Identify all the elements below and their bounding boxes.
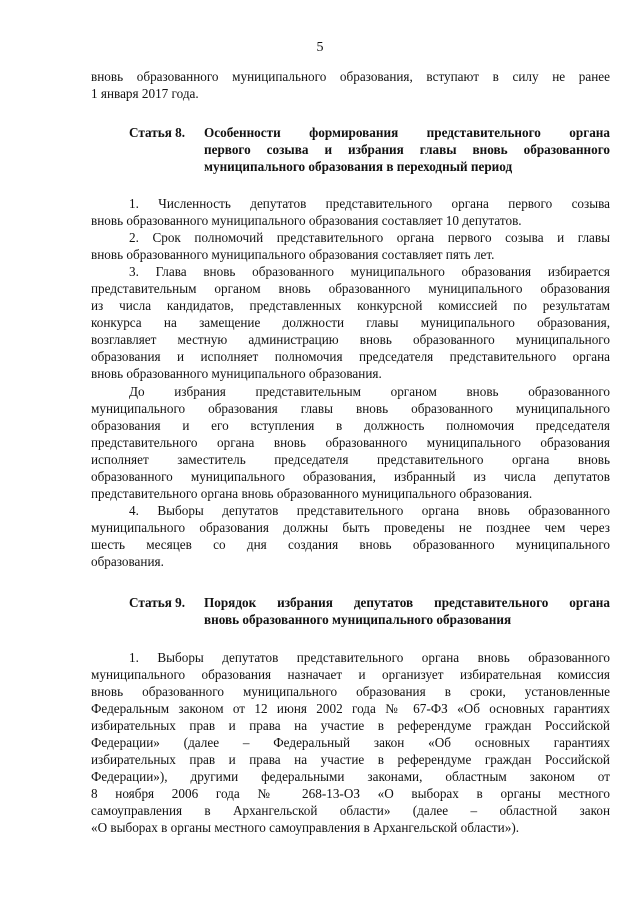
text-line: образования и исполняет полномочия председателя представительного органа [91,349,610,364]
text-line: возглавляет местную администрацию вновь образованного муниципального [91,332,610,347]
text-line: самоуправления в Архангельской области» (далее – областной закон [91,803,610,818]
article-heading-line: вновь образованного муниципального образования [204,612,512,627]
text-line: конкурса на замещение должности главы муниципального образования, [91,315,610,330]
text-line: образованного муниципального образования, избранный из числа депутатов [91,469,610,484]
text-line: 3. Глава вновь образованного муниципального образования избирается [129,264,610,279]
article-heading-line: первого созыва и избрания главы вновь образованного [204,142,610,157]
text-line: вновь образованного муниципального образования составляет пять лет. [91,247,495,262]
text-line: муниципального образования должны быть проведены не позднее чем через [91,520,610,535]
text-line: представительного органа вновь образованного муниципального образования. [91,486,533,501]
text-line: 8 ноября 2006 года № 268-13-ОЗ «О выборах в органы местного [91,786,610,801]
text-line: «О выборах в органы местного самоуправления в Архангельской области»). [91,820,520,835]
text-line: вновь образованного муниципального образования, вступают в силу не ранее [91,69,610,84]
text-line: представительного органа вновь образованного муниципального образования [91,435,610,450]
text-line: Федерации»), другими федеральными законами, областным законом от [91,769,610,784]
text-line: вновь образованного муниципального образования в сроки, установленные [91,684,610,699]
article-heading-line: Особенности формирования представительного органа [204,125,610,140]
text-line: шесть месяцев со дня создания вновь образованного муниципального [91,537,610,552]
text-line: 4. Выборы депутатов представительного органа вновь образованного [129,503,610,518]
article-label: Статья 9. [129,595,186,610]
text-line: вновь образованного муниципального образования составляет 10 депутатов. [91,213,522,228]
text-line: представительным органом вновь образованного муниципального образования [91,281,610,296]
text-line: 2. Срок полномочий представительного органа первого созыва и главы [129,230,610,245]
article-heading-line: муниципального образования в переходный период [204,159,513,174]
article-label: Статья 8. [129,125,186,140]
text-line: До избрания представительным органом вновь образованного [129,384,610,399]
text-line: муниципального образования назначает и организует избирательная комиссия [91,667,610,682]
page-number: 5 [316,40,324,55]
article-heading-line: Порядок избрания депутатов представительного органа [204,595,610,610]
text-line: образования. [91,554,164,569]
text-line: избирательных прав и права на участие в референдуме граждан Российской [91,752,610,767]
text-line: 1 января 2017 года. [91,86,199,101]
text-line: Федерации» (далее – Федеральный закон «Об основных гарантиях [91,735,610,750]
text-line: образования и его вступления в должность полномочия председателя [91,418,610,433]
text-line: 1. Выборы депутатов представительного органа вновь образованного [129,650,610,665]
text-line: вновь образованного муниципального образования. [91,366,382,381]
text-line: избирательных прав и права на участие в референдуме граждан Российской [91,718,610,733]
text-line: Федеральным законом от 12 июня 2002 года № 67-ФЗ «Об основных гарантиях [91,701,610,716]
text-line: 1. Численность депутатов представительного органа первого созыва [129,196,610,211]
text-line: исполняет заместитель председателя представительного органа вновь [91,452,610,467]
text-line: муниципального образования главы вновь образованного муниципального [91,401,610,416]
text-line: из числа кандидатов, представленных конкурсной комиссией по результатам [91,298,610,313]
